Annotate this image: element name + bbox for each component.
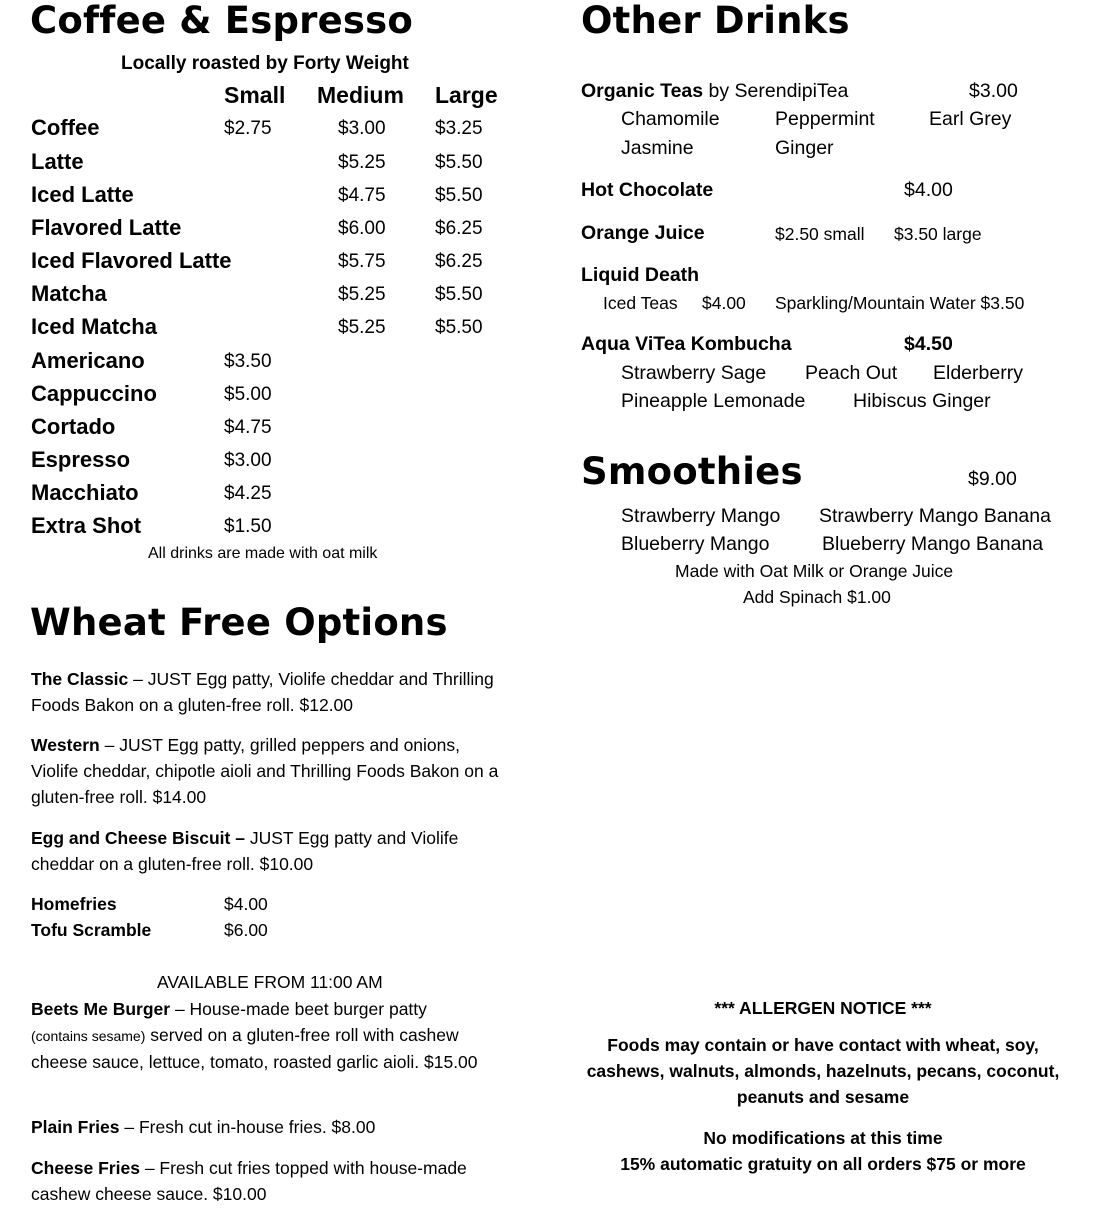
tea-brand: by SerendipiTea [703,80,849,102]
menu-item-western [31,732,511,810]
coffee-item-name: Iced Matcha [31,314,157,339]
kombucha-price: $4.50 [904,333,953,355]
sesame-note: (contains sesame) [31,1028,146,1044]
orange-juice-large-price: $3.50 large [894,224,982,244]
coffee-price-small: $4.75 [224,417,272,438]
gratuity-note: 15% automatic gratuity on all orders $75 or more [620,1154,1026,1174]
allergen-notice-body: Foods may contain or have contact with wheat, soy, cashews, walnuts, almonds, hazelnuts, pecans, coconut, peanuts and sesame [586,1035,1060,1107]
orange-juice-name: Orange Juice [581,222,705,244]
no-modifications-note: No modifications at this time [703,1128,943,1148]
organic-teas-price: $3.00 [969,80,1018,102]
coffee-price-small: $4.25 [224,483,272,504]
kombucha-flavor: Strawberry Sage [621,362,767,384]
liquid-death-iced-teas: Iced Teas [603,293,678,313]
side-tofu-scramble-name: Tofu Scramble [31,920,152,940]
coffee-price-medium: $5.25 [338,284,386,305]
size-header-large: Large [435,82,498,108]
coffee-price-large: $5.50 [435,317,483,338]
coffee-price-large: $5.50 [435,152,483,173]
coffee-item-name: Extra Shot [31,513,142,538]
other-drinks-section-title: Other Drinks [581,0,850,42]
kombucha-flavor: Elderberry [933,362,1023,384]
item-description: served on a gluten-free roll with cashew cheese sauce, lettuce, tomato, roasted garlic aioli. $15.00 [31,1025,478,1072]
item-description: – Fresh cut fries topped with house-made cashew cheese sauce. $10.00 [31,1158,467,1204]
coffee-item-name: Iced Latte [31,182,134,207]
item-description: – JUST Egg patty, Violife cheddar and Thrilling Foods Bakon on a gluten-free roll. $12.00 [31,669,494,715]
item-name: Plain Fries [31,1117,120,1137]
liquid-death-name: Liquid Death [581,264,700,286]
tea-flavor: Jasmine [621,137,694,159]
item-description: – JUST Egg patty, grilled peppers and onions, Violife cheddar, chipotle aioli and Thrilling Foods Bakon on a gluten-free roll. $14.00 [31,735,499,807]
item-description: JUST Egg patty and Violife cheddar on a gluten-free roll. $10.00 [31,828,459,874]
coffee-price-medium: $3.00 [338,118,386,139]
smoothie-flavor: Strawberry Mango [621,505,781,527]
coffee-price-large: $5.50 [435,185,483,206]
tea-flavor: Peppermint [775,108,875,130]
coffee-price-large: $3.25 [435,118,483,139]
coffee-price-medium: $4.75 [338,185,386,206]
coffee-price-small: $3.50 [224,351,272,372]
size-header-medium: Medium [317,82,404,108]
menu-item-plain-fries [31,1114,511,1140]
coffee-item-name: Iced Flavored Latte [31,248,232,273]
coffee-price-large: $5.50 [435,284,483,305]
smoothies-section-title: Smoothies [581,450,803,493]
coffee-item-name: Americano [31,348,145,373]
coffee-price-medium: $5.25 [338,152,386,173]
liquid-death-water: Sparkling/Mountain Water $3.50 [775,293,1025,313]
kombucha-name: Aqua ViTea Kombucha [581,333,792,355]
coffee-item-name: Coffee [31,115,100,140]
coffee-price-large: $6.25 [435,251,483,272]
tea-flavor: Ginger [775,137,834,159]
coffee-item-name: Espresso [31,447,131,472]
wheat-free-section-title: Wheat Free Options [30,601,448,644]
smoothie-flavor: Strawberry Mango Banana [819,505,1051,527]
coffee-item-name: Macchiato [31,480,139,505]
orange-juice-small-price: $2.50 small [775,224,865,244]
tea-flavor: Earl Grey [929,108,1012,130]
item-name: Beets Me Burger [31,999,171,1019]
coffee-price-medium: $6.00 [338,218,386,239]
menu-item-cheese-fries [31,1155,511,1207]
coffee-item-name: Cortado [31,414,116,439]
menu-item-the-classic [31,666,511,718]
coffee-price-large: $6.25 [435,218,483,239]
side-tofu-scramble-price: $6.00 [224,920,268,940]
side-homefries-name: Homefries [31,894,117,914]
size-header-small: Small [224,82,286,108]
item-name: Cheese Fries [31,1158,140,1178]
smoothie-base-note: Made with Oat Milk or Orange Juice [675,561,954,581]
oat-milk-note: All drinks are made with oat milk [148,545,378,562]
coffee-price-small: $1.50 [224,516,272,537]
item-name: Egg and Cheese Biscuit – [31,828,245,848]
menu-item-beets-me-burger [31,996,511,1075]
item-dash-description: – House-made beet burger patty [170,999,427,1019]
coffee-price-small: $3.00 [224,450,272,471]
smoothies-price: $9.00 [968,468,1017,490]
allergen-notice-title: *** ALLERGEN NOTICE *** [714,998,932,1018]
liquid-death-iced-teas-price: $4.00 [702,293,746,313]
kombucha-flavor: Hibiscus Ginger [853,390,991,412]
item-name: Western [31,735,100,755]
availability-note: AVAILABLE FROM 11:00 AM [157,972,383,992]
organic-teas-line [581,80,848,103]
item-name: Organic Teas [581,80,704,102]
hot-chocolate-name: Hot Chocolate [581,179,714,201]
smoothie-flavor: Blueberry Mango Banana [822,533,1044,555]
smoothie-flavor: Blueberry Mango [621,533,770,555]
kombucha-flavor: Pineapple Lemonade [621,390,806,412]
coffee-item-name: Latte [31,149,84,174]
coffee-item-name: Flavored Latte [31,215,182,240]
kombucha-flavor: Peach Out [805,362,898,384]
coffee-price-medium: $5.25 [338,317,386,338]
coffee-price-small: $2.75 [224,118,272,139]
smoothie-spinach-addon: Add Spinach $1.00 [743,587,891,607]
tea-flavor: Chamomile [621,108,720,130]
item-name: The Classic [31,669,129,689]
coffee-item-name: Cappuccino [31,381,157,406]
coffee-section-title: Coffee & Espresso [30,0,413,42]
side-homefries-price: $4.00 [224,894,268,914]
coffee-item-name: Matcha [31,281,107,306]
coffee-subtitle: Locally roasted by Forty Weight [121,53,409,74]
menu-item-egg-cheese-biscuit [31,825,511,877]
hot-chocolate-price: $4.00 [904,179,953,201]
coffee-price-small: $5.00 [224,384,272,405]
item-description: – Fresh cut in-house fries. $8.00 [119,1117,376,1137]
coffee-price-medium: $5.75 [338,251,386,272]
